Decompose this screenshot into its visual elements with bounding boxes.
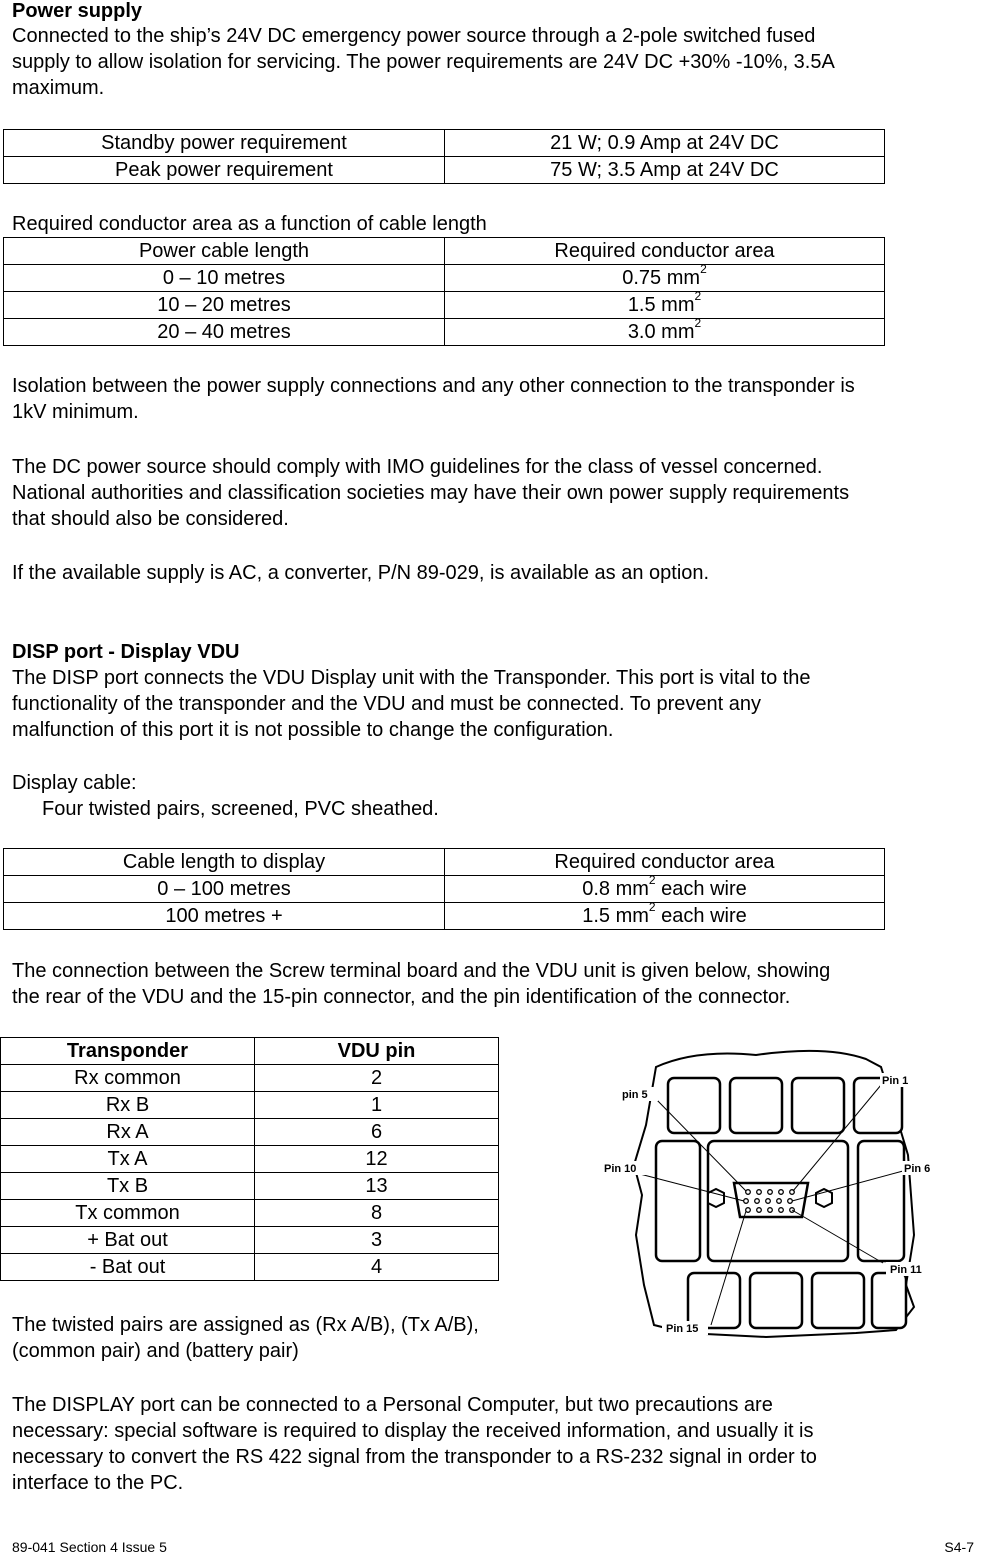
pin-dot — [744, 1199, 749, 1204]
table-header-row — [1, 1038, 499, 1065]
table-row — [1, 1119, 499, 1146]
imo-line: that should also be considered. — [12, 508, 289, 530]
pin1-label: Pin 1 — [882, 1075, 909, 1087]
area-value: 1.5 mm — [627, 294, 695, 316]
table-cell — [445, 900, 885, 930]
pc-line: interface to the PC. — [12, 1472, 184, 1494]
table-row — [4, 903, 885, 930]
hex-screw-icon — [708, 1189, 724, 1207]
pin-dot — [757, 1190, 762, 1195]
table-header-cell: VDU pin — [255, 1038, 499, 1065]
power-para-line: maximum. — [12, 77, 105, 99]
panel-cell — [812, 1273, 864, 1328]
table-header-cell: Required conductor area — [445, 238, 885, 265]
table-row — [1, 1227, 499, 1254]
vdu-connector-figure — [596, 1045, 941, 1340]
display-cable-table — [3, 848, 885, 930]
table-row — [4, 319, 885, 346]
pc-line: necessary to convert the RS 422 signal from the transponder to a RS-232 signal in order to — [12, 1446, 817, 1468]
cable-label: Display cable: — [12, 772, 137, 794]
pin-dot — [746, 1208, 751, 1213]
pin11-label: Pin 11 — [890, 1264, 922, 1276]
table-cell: Rx common — [1, 1065, 255, 1092]
table-cell: Peak power requirement — [4, 157, 445, 184]
pin-dot — [777, 1199, 782, 1204]
table-cell — [445, 873, 885, 903]
superscript: 2 — [700, 262, 707, 277]
table-cell — [445, 316, 885, 346]
isolation-line: 1kV minimum. — [12, 401, 139, 423]
table-cell: 100 metres + — [4, 903, 445, 930]
superscript: 2 — [694, 316, 702, 331]
table-cell: 4 — [255, 1254, 499, 1281]
table-cell: Standby power requirement — [4, 130, 445, 157]
panel-cell — [688, 1273, 740, 1328]
disp-para-line: malfunction of this port it is not possible to change the configuration. — [12, 719, 614, 741]
area-value: 0.75 mm — [622, 267, 701, 289]
table-cell: Tx B — [1, 1173, 255, 1200]
pin-dot — [755, 1199, 760, 1204]
ac-converter-line: If the available supply is AC, a converter, P/N 89-029, is available as an option. — [12, 562, 710, 584]
panel-cell — [872, 1273, 906, 1328]
table-header-cell: Required conductor area — [445, 849, 885, 876]
imo-line: National authorities and classification societies may have their own power supply requirements — [12, 482, 850, 504]
area-suffix: each wire — [655, 878, 747, 900]
pairs-line: (common pair) and (battery pair) — [12, 1340, 299, 1362]
pin-dot — [779, 1208, 784, 1213]
table-row — [4, 292, 885, 319]
power-para-line: supply to allow isolation for servicing. The power requirements are 24V DC +30% -10%, 3.5A — [12, 51, 835, 73]
conductor-area-table — [3, 237, 885, 346]
pin-dot — [768, 1208, 773, 1213]
table-cell: 12 — [255, 1146, 499, 1173]
hex-screw-icon — [816, 1189, 832, 1207]
panel-cell — [730, 1078, 782, 1133]
panel-cell — [750, 1273, 802, 1328]
footer-page-number: S4-7 — [944, 1539, 974, 1555]
table-cell: 21 W; 0.9 Amp at 24V DC — [445, 130, 885, 157]
table-cell — [445, 262, 885, 292]
table-cell: 3 — [255, 1227, 499, 1254]
table-cell: + Bat out — [1, 1227, 255, 1254]
disp-para-line: The DISP port connects the VDU Display unit with the Transponder. This port is vital to the — [12, 667, 811, 689]
cable-description: Four twisted pairs, screened, PVC sheathed. — [42, 798, 439, 820]
footer-doc-id: 89-041 Section 4 Issue 5 — [12, 1539, 167, 1555]
table-cell: - Bat out — [1, 1254, 255, 1281]
table-cell: 0 – 10 metres — [4, 265, 445, 292]
table-cell — [445, 289, 885, 319]
superscript: 2 — [648, 900, 656, 915]
superscript: 2 — [648, 873, 656, 888]
pin6-label: Pin 6 — [904, 1163, 931, 1175]
table-header-cell: Power cable length — [4, 238, 445, 265]
table-cell: 0 – 100 metres — [4, 876, 445, 903]
pin15-label: Pin 15 — [666, 1323, 699, 1335]
pin5-label: pin 5 — [622, 1089, 648, 1101]
superscript: 2 — [694, 289, 702, 304]
table-cell: 6 — [255, 1119, 499, 1146]
pin-dot — [757, 1208, 762, 1213]
disp-para-line: functionality of the transponder and the VDU and must be connected. To prevent any — [12, 693, 761, 715]
area-suffix: each wire — [655, 905, 747, 927]
power-requirement-table — [3, 129, 885, 184]
table-cell: 10 – 20 metres — [4, 292, 445, 319]
connection-line: the rear of the VDU and the 15-pin connector, and the pin identification of the connector. — [12, 986, 791, 1008]
table-cell: Rx B — [1, 1092, 255, 1119]
table-cell: 8 — [255, 1200, 499, 1227]
pin-dot — [788, 1199, 793, 1204]
table-row — [1, 1254, 499, 1281]
table-row — [1, 1146, 499, 1173]
table-header-row — [4, 849, 885, 876]
conductor-caption: Required conductor area as a function of cable length — [12, 213, 487, 235]
table-header-cell: Transponder — [1, 1038, 255, 1065]
table-cell: Rx A — [1, 1119, 255, 1146]
table-row — [4, 876, 885, 903]
area-value: 0.8 mm — [582, 878, 649, 900]
table-header-cell: Cable length to display — [4, 849, 445, 876]
area-value: 3.0 mm — [627, 321, 695, 343]
table-cell: Tx common — [1, 1200, 255, 1227]
imo-line: The DC power source should comply with IMO guidelines for the class of vessel concerned. — [12, 456, 823, 478]
table-cell: 75 W; 3.5 Amp at 24V DC — [445, 157, 885, 184]
power-supply-heading: Power supply — [12, 0, 143, 22]
power-para-line: Connected to the ship’s 24V DC emergency power source through a 2-pole switched fused — [12, 25, 816, 47]
pin-dot — [768, 1190, 773, 1195]
pin-assignment-table — [0, 1037, 499, 1281]
panel-cell — [792, 1078, 844, 1133]
pin-dot — [746, 1190, 751, 1195]
table-cell: 2 — [255, 1065, 499, 1092]
disp-port-heading: DISP port - Display VDU — [12, 641, 240, 663]
pin-dot — [779, 1190, 784, 1195]
pc-line: The DISPLAY port can be connected to a Personal Computer, but two precautions are — [12, 1394, 773, 1416]
pin-dot — [766, 1199, 771, 1204]
isolation-line: Isolation between the power supply connections and any other connection to the transponder is — [12, 375, 855, 397]
table-cell: 20 – 40 metres — [4, 319, 445, 346]
table-cell: 1 — [255, 1092, 499, 1119]
table-cell: Tx A — [1, 1146, 255, 1173]
table-header-row — [4, 238, 885, 265]
panel-cell — [858, 1141, 904, 1261]
connection-line: The connection between the Screw terminal board and the VDU unit is given below, showing — [12, 960, 831, 982]
area-value: 1.5 mm — [582, 905, 649, 927]
table-cell: 13 — [255, 1173, 499, 1200]
table-row — [1, 1200, 499, 1227]
pc-line: necessary: special software is required to display the received information, and usually it is — [12, 1420, 814, 1442]
panel-cell — [656, 1141, 700, 1261]
table-row — [1, 1173, 499, 1200]
panel-cell — [668, 1078, 720, 1133]
table-row — [1, 1092, 499, 1119]
table-row — [4, 130, 885, 157]
table-row — [1, 1065, 499, 1092]
pin10-label: Pin 10 — [604, 1163, 637, 1175]
table-row — [4, 265, 885, 292]
table-row — [4, 157, 885, 184]
pairs-line: The twisted pairs are assigned as (Rx A/B), (Tx A/B), — [12, 1314, 479, 1336]
